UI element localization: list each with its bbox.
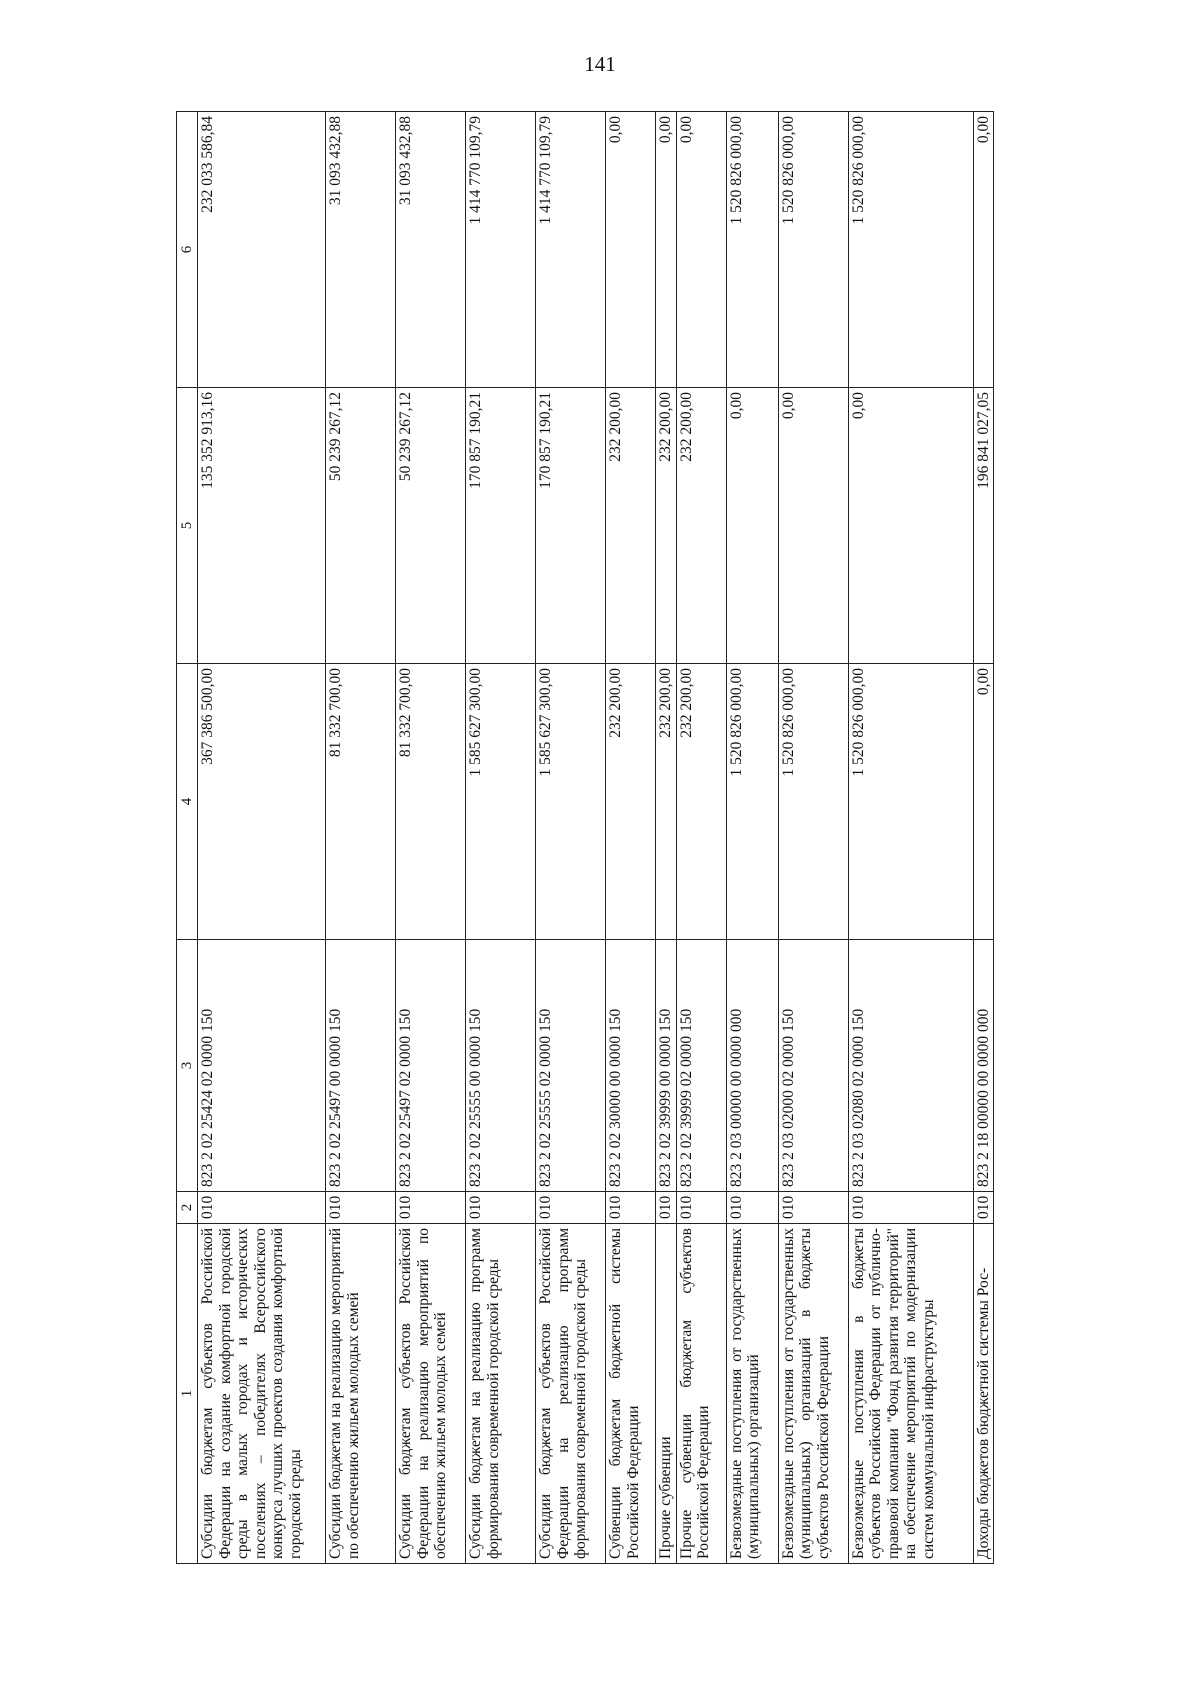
row-approved-amount: 232 200,00 xyxy=(606,664,656,940)
column-header: 3 xyxy=(177,940,198,1192)
row-executed-amount: 170 857 190,21 xyxy=(536,388,606,664)
column-header: 5 xyxy=(177,388,198,664)
table-row xyxy=(656,112,677,1564)
row-budget-code: 823 2 02 30000 00 0000 150 xyxy=(606,940,656,1192)
row-executed-amount: 0,00 xyxy=(848,388,973,664)
row-executed-amount: 232 200,00 xyxy=(606,388,656,664)
row-unexecuted-amount: 0,00 xyxy=(656,112,677,388)
row-description: Субсидии бюджетам субъектов Российской Федерации на реализацию мероприятий по обеспечению жильем молодых семей xyxy=(396,1224,466,1564)
row-unexecuted-amount: 31 093 432,88 xyxy=(396,112,466,388)
row-budget-code: 823 2 02 25424 02 0000 150 xyxy=(198,940,326,1192)
table-row xyxy=(198,112,326,1564)
table-row xyxy=(973,112,994,1564)
row-unexecuted-amount: 1 414 770 109,79 xyxy=(536,112,606,388)
column-header: 6 xyxy=(177,112,198,388)
table-row xyxy=(778,112,848,1564)
row-budget-code: 823 2 02 25497 00 0000 150 xyxy=(326,940,396,1192)
table-row xyxy=(326,112,396,1564)
row-approved-amount: 81 332 700,00 xyxy=(396,664,466,940)
table-row xyxy=(848,112,973,1564)
rotated-table-content xyxy=(176,112,992,1564)
row-description: Субсидии бюджетам субъектов Российской Федерации на создание комфортной городской среды в малых городах и исторических поселениях – победителях Всероссийского конкурса лучших проектов создания комфортной городской среды xyxy=(198,1224,326,1564)
row-description: Безвозмездные поступления от государственных (муниципальных) организаций в бюджеты субъектов Российской Федерации xyxy=(778,1224,848,1564)
row-unexecuted-amount: 1 520 826 000,00 xyxy=(726,112,778,388)
row-description: Доходы бюджетов бюджетной системы Рос- xyxy=(973,1224,994,1564)
row-executed-amount: 196 841 027,05 xyxy=(973,388,994,664)
page-number: 141 xyxy=(584,52,616,76)
row-executed-amount: 50 239 267,12 xyxy=(326,388,396,664)
row-budget-code: 823 2 03 00000 00 0000 000 xyxy=(726,940,778,1192)
table-row xyxy=(726,112,778,1564)
row-line-code: 010 xyxy=(396,1192,466,1224)
row-budget-code: 823 2 02 25555 00 0000 150 xyxy=(466,940,536,1192)
table-row xyxy=(676,112,726,1564)
row-unexecuted-amount: 1 520 826 000,00 xyxy=(778,112,848,388)
row-approved-amount: 1 520 826 000,00 xyxy=(726,664,778,940)
row-line-code: 010 xyxy=(466,1192,536,1224)
row-executed-amount: 232 200,00 xyxy=(656,388,677,664)
row-executed-amount: 0,00 xyxy=(726,388,778,664)
column-header: 1 xyxy=(177,1224,198,1564)
row-description: Прочие субвенции бюджетам субъектов Российской Федерации xyxy=(676,1224,726,1564)
row-line-code: 010 xyxy=(606,1192,656,1224)
row-line-code: 010 xyxy=(326,1192,396,1224)
row-unexecuted-amount: 0,00 xyxy=(676,112,726,388)
row-approved-amount: 232 200,00 xyxy=(656,664,677,940)
row-unexecuted-amount: 1 414 770 109,79 xyxy=(466,112,536,388)
row-budget-code: 823 2 18 00000 00 0000 000 xyxy=(973,940,994,1192)
row-line-code: 010 xyxy=(656,1192,677,1224)
row-approved-amount: 1 585 627 300,00 xyxy=(536,664,606,940)
row-line-code: 010 xyxy=(726,1192,778,1224)
row-line-code: 010 xyxy=(198,1192,326,1224)
row-unexecuted-amount: 0,00 xyxy=(973,112,994,388)
row-description: Безвозмездные поступления в бюджеты субъектов Российской Федерации от публично-правовой компании "Фонд развития территорий" на обеспечение мероприятий по модернизации систем коммунальной инфраструктуры xyxy=(848,1224,973,1564)
row-budget-code: 823 2 02 25497 02 0000 150 xyxy=(396,940,466,1192)
row-description: Субсидии бюджетам на реализацию мероприятий по обеспечению жильем молодых семей xyxy=(326,1224,396,1564)
row-unexecuted-amount: 1 520 826 000,00 xyxy=(848,112,973,388)
row-description: Субсидии бюджетам на реализацию программ формирования современной городской среды xyxy=(466,1224,536,1564)
row-executed-amount: 0,00 xyxy=(778,388,848,664)
rotated-table-frame xyxy=(176,112,992,1564)
row-executed-amount: 232 200,00 xyxy=(676,388,726,664)
row-approved-amount: 1 520 826 000,00 xyxy=(848,664,973,940)
budget-table xyxy=(176,111,994,1564)
table-row xyxy=(466,112,536,1564)
row-executed-amount: 170 857 190,21 xyxy=(466,388,536,664)
row-budget-code: 823 2 03 02000 02 0000 150 xyxy=(778,940,848,1192)
row-approved-amount: 1 585 627 300,00 xyxy=(466,664,536,940)
row-budget-code: 823 2 02 39999 02 0000 150 xyxy=(676,940,726,1192)
row-line-code: 010 xyxy=(973,1192,994,1224)
row-line-code: 010 xyxy=(676,1192,726,1224)
row-approved-amount: 81 332 700,00 xyxy=(326,664,396,940)
row-line-code: 010 xyxy=(536,1192,606,1224)
row-description: Безвозмездные поступления от государственных (муниципальных) организаций xyxy=(726,1224,778,1564)
row-description: Субвенции бюджетам бюджетной системы Российской Федерации xyxy=(606,1224,656,1564)
row-executed-amount: 135 352 913,16 xyxy=(198,388,326,664)
row-approved-amount: 367 386 500,00 xyxy=(198,664,326,940)
column-header: 2 xyxy=(177,1192,198,1224)
row-executed-amount: 50 239 267,12 xyxy=(396,388,466,664)
row-description: Субсидии бюджетам субъектов Российской Федерации на реализацию программ формирования современной городской среды xyxy=(536,1224,606,1564)
row-budget-code: 823 2 02 39999 00 0000 150 xyxy=(656,940,677,1192)
row-approved-amount: 232 200,00 xyxy=(676,664,726,940)
row-unexecuted-amount: 0,00 xyxy=(606,112,656,388)
table-row xyxy=(536,112,606,1564)
row-description: Прочие субвенции xyxy=(656,1224,677,1564)
column-header: 4 xyxy=(177,664,198,940)
row-approved-amount: 0,00 xyxy=(973,664,994,940)
row-unexecuted-amount: 232 033 586,84 xyxy=(198,112,326,388)
table-row xyxy=(606,112,656,1564)
row-line-code: 010 xyxy=(848,1192,973,1224)
row-line-code: 010 xyxy=(778,1192,848,1224)
table-header-row xyxy=(177,112,198,1564)
row-approved-amount: 1 520 826 000,00 xyxy=(778,664,848,940)
row-unexecuted-amount: 31 093 432,88 xyxy=(326,112,396,388)
table-row xyxy=(396,112,466,1564)
row-budget-code: 823 2 03 02080 02 0000 150 xyxy=(848,940,973,1192)
row-budget-code: 823 2 02 25555 02 0000 150 xyxy=(536,940,606,1192)
